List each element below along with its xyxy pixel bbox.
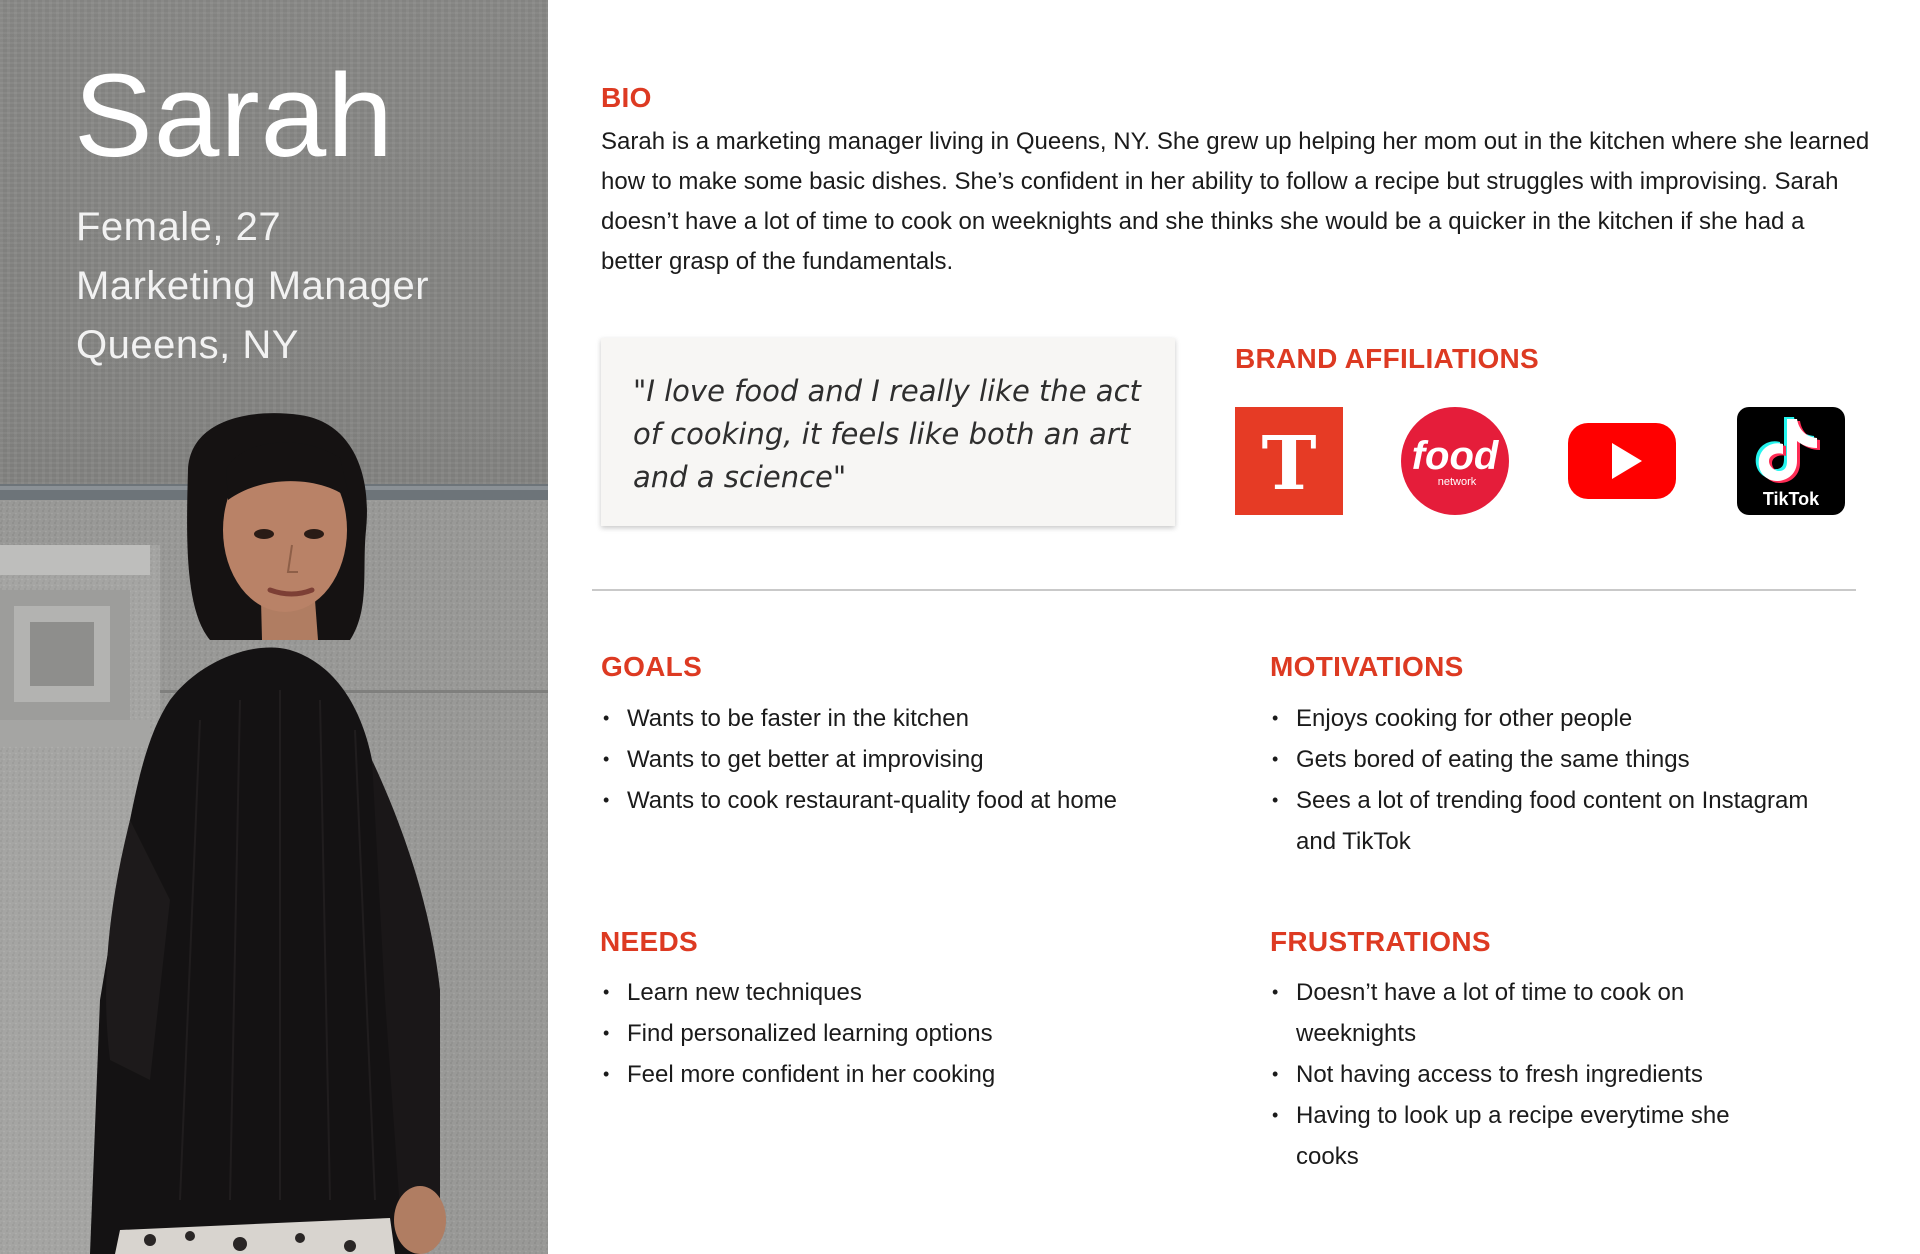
persona-location: Queens, NY [76,323,299,367]
list-item: • Enjoys cooking for other people [1270,698,1830,739]
motivations-list [1270,698,1830,862]
frustrations-heading: FRUSTRATIONS [1270,926,1491,957]
tiktok-wordmark: TikTok [1762,489,1820,509]
list-item: • Wants to get better at improvising [601,739,1161,780]
food-network-submark: network [1437,476,1477,488]
bio-heading: BIO [601,82,652,113]
list-item: • Learn new techniques [601,972,1161,1013]
youtube-logo-icon [1568,407,1676,515]
goals-list [601,698,1161,821]
brand-affiliations-heading: BRAND AFFILIATIONS [1235,343,1540,374]
goals-heading: GOALS [601,651,703,682]
tiktok-logo-icon [1737,407,1845,515]
section-divider [592,589,1856,591]
list-item: • Gets bored of eating the same things [1270,739,1830,780]
portrait-illustration [0,0,548,1254]
persona-occupation: Marketing Manager [76,264,430,308]
bio-text: Sarah is a marketing manager living in Queens, NY. She grew up helping her mom out in the kitchen where she learned how to make some basic dishes. She’s confident in her ability to follow a recipe but struggles with improvising. Sarah doesn’t have a lot of time to cook on weeknights and she thinks she would be a quicker in the kitchen if she had a better grasp of the fundamentals. [601,128,1870,275]
motivations-heading: MOTIVATIONS [1270,651,1464,682]
persona-name: Sarah [74,50,394,182]
quote-card [601,338,1175,526]
list-item: • Doesn’t have a lot of time to cook on weeknights [1270,972,1790,1054]
list-item: • Sees a lot of trending food content on Instagram and TikTok [1270,780,1830,862]
quote-text: "I love food and I really like the act of cooking, it feels like both an art and a science" [633,374,1141,494]
needs-list [601,972,1161,1095]
needs-heading: NEEDS [600,926,698,957]
list-item: • Not having access to fresh ingredients [1270,1054,1790,1095]
list-item: • Find personalized learning options [601,1013,1161,1054]
persona-photo [0,0,548,1254]
food-network-wordmark: food [1411,434,1499,478]
nyt-logo-glyph: T [1261,421,1317,507]
list-item: • Feel more confident in her cooking [601,1054,1161,1095]
frustrations-list [1270,972,1790,1177]
list-item: • Wants to cook restaurant-quality food at home [601,780,1161,821]
brand-logos [1235,407,1845,515]
nyt-logo-icon [1235,407,1343,515]
persona-gender-age: Female, 27 [76,205,282,249]
food-network-logo-icon [1401,407,1509,515]
persona-details [76,198,429,375]
list-item: • Wants to be faster in the kitchen [601,698,1161,739]
list-item: • Having to look up a recipe everytime she cooks [1270,1095,1790,1177]
